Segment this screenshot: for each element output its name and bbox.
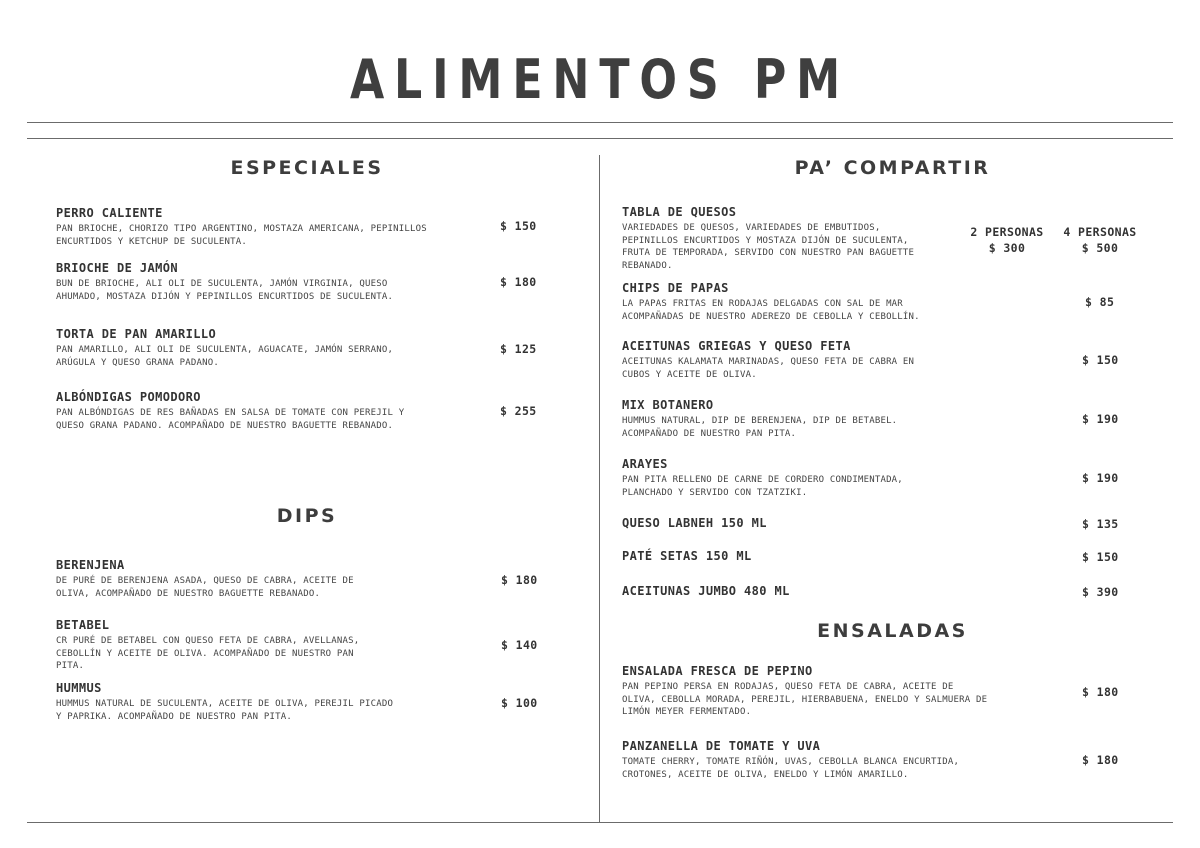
menu-item bbox=[622, 205, 940, 273]
item-price: $ 180 bbox=[501, 573, 538, 587]
item-price: $ 150 bbox=[1082, 550, 1119, 564]
item-name: PANZANELLA DE TOMATE Y UVA bbox=[622, 739, 821, 753]
item-description: PAN AMARILLO, ALI OLI DE SUCULENTA, AGUACATE, JAMÓN SERRANO, ARÚGULA Y QUESO GRANA PADANO. bbox=[56, 345, 394, 368]
item-price: $ 180 bbox=[500, 275, 537, 289]
item-name: MIX BOTANERO bbox=[622, 398, 714, 412]
item-price: $ 125 bbox=[500, 342, 537, 356]
section-title-compartir: PA’ COMPARTIR bbox=[794, 157, 991, 179]
item-name: PERRO CALIENTE bbox=[56, 206, 163, 220]
menu-item bbox=[622, 339, 942, 381]
menu-item bbox=[56, 390, 436, 432]
item-name: ACEITUNAS JUMBO 480 ML bbox=[622, 584, 790, 598]
menu-item bbox=[622, 739, 992, 781]
item-description: TOMATE CHERRY, TOMATE RIÑÓN, UVAS, CEBOLLA BLANCA ENCURTIDA, CROTONES, ACEITE DE OLIVA, ENELDO Y LIMÓN AMARILLO. bbox=[622, 757, 960, 780]
menu-item bbox=[56, 558, 376, 600]
item-description: DE PURÉ DE BERENJENA ASADA, QUESO DE CABRA, ACEITE DE OLIVA, ACOMPAÑADO DE NUESTRO BAGUETTE REBANADO. bbox=[56, 576, 354, 599]
item-name: TORTA DE PAN AMARILLO bbox=[56, 327, 217, 341]
item-description: BUN DE BRIOCHE, ALI OLI DE SUCULENTA, JAMÓN VIRGINIA, QUESO AHUMADO, MOSTAZA DIJÓN Y PEPINILLOS ENCURTIDOS DE SUCULENTA. bbox=[56, 279, 394, 302]
item-price: $ 390 bbox=[1082, 585, 1119, 599]
menu-item bbox=[622, 457, 942, 499]
item-price: $ 150 bbox=[500, 219, 537, 233]
item-description: ACEITUNAS KALAMATA MARINADAS, QUESO FETA DE CABRA EN CUBOS Y ACEITE DE OLIVA. bbox=[622, 357, 915, 380]
menu-item bbox=[56, 618, 386, 673]
item-price: $ 300 bbox=[988, 241, 1026, 255]
item-description: CR PURÉ DE BETABEL CON QUESO FETA DE CABRA, AVELLANAS, CEBOLLÍN Y ACEITE DE OLIVA. ACOMPAÑADO DE NUESTRO PAN PITA. bbox=[56, 636, 360, 672]
item-name: BETABEL bbox=[56, 618, 110, 632]
header-divider-top bbox=[27, 122, 1173, 123]
column-divider bbox=[599, 155, 600, 822]
menu-title: ALIMENTOS PM bbox=[349, 48, 851, 111]
menu-item bbox=[622, 549, 942, 564]
item-description: LA PAPAS FRITAS EN RODAJAS DELGADAS CON SAL DE MAR ACOMPAÑADAS DE NUESTRO ADEREZO DE CEBOLLA Y CEBOLLÍN. bbox=[622, 299, 920, 322]
item-name: BRIOCHE DE JAMÓN bbox=[56, 261, 178, 275]
item-name: CHIPS DE PAPAS bbox=[622, 281, 729, 295]
section-title-dips: DIPS bbox=[276, 505, 338, 527]
item-name: BERENJENA bbox=[56, 558, 125, 572]
menu-item bbox=[56, 681, 401, 723]
item-name: HUMMUS bbox=[56, 681, 102, 695]
item-name: ACEITUNAS GRIEGAS Y QUESO FETA bbox=[622, 339, 851, 353]
item-description: PAN PITA RELLENO DE CARNE DE CORDERO CONDIMENTADA, PLANCHADO Y SERVIDO CON TZATZIKI. bbox=[622, 475, 903, 498]
menu-item bbox=[56, 261, 426, 303]
menu-item bbox=[622, 516, 942, 531]
item-price: $ 190 bbox=[1082, 412, 1119, 426]
price-label-4-personas: 4 PERSONAS bbox=[1063, 225, 1137, 239]
menu-item bbox=[622, 584, 942, 599]
item-price: $ 190 bbox=[1082, 471, 1119, 485]
item-price: $ 140 bbox=[501, 638, 538, 652]
item-price: $ 255 bbox=[500, 404, 537, 418]
item-price: $ 100 bbox=[501, 696, 538, 710]
footer-divider bbox=[27, 822, 1173, 823]
item-description: HUMMUS NATURAL DE SUCULENTA, ACEITE DE OLIVA, PEREJIL PICADO Y PAPRIKA. ACOMPAÑADO DE NUESTRO PAN PITA. bbox=[56, 699, 394, 722]
item-name: TABLA DE QUESOS bbox=[622, 205, 737, 219]
item-name: QUESO LABNEH 150 ML bbox=[622, 516, 767, 530]
item-price: $ 135 bbox=[1082, 517, 1119, 531]
price-label-2-personas: 2 PERSONAS bbox=[970, 225, 1044, 239]
section-title-ensaladas: ENSALADAS bbox=[817, 620, 968, 642]
item-price: $ 500 bbox=[1081, 241, 1119, 255]
item-name: ARAYES bbox=[622, 457, 668, 471]
item-price: $ 85 bbox=[1085, 295, 1115, 309]
item-price: $ 150 bbox=[1082, 353, 1119, 367]
section-title-especiales: ESPECIALES bbox=[230, 157, 384, 179]
menu-item bbox=[622, 398, 942, 440]
item-name: ALBÓNDIGAS POMODORO bbox=[56, 390, 201, 404]
menu-item bbox=[56, 206, 456, 248]
item-description: HUMMUS NATURAL, DIP DE BERENJENA, DIP DE BETABEL. ACOMPAÑADO DE NUESTRO PAN PITA. bbox=[622, 416, 898, 439]
menu-item bbox=[56, 327, 426, 369]
item-price: $ 180 bbox=[1082, 685, 1119, 699]
item-name: ENSALADA FRESCA DE PEPINO bbox=[622, 664, 813, 678]
menu-item bbox=[622, 664, 990, 719]
item-name: PATÉ SETAS 150 ML bbox=[622, 549, 752, 563]
item-price: $ 180 bbox=[1082, 753, 1119, 767]
item-description: PAN BRIOCHE, CHORIZO TIPO ARGENTINO, MOSTAZA AMERICANA, PEPINILLOS ENCURTIDOS Y KETCHUP DE SUCULENTA. bbox=[56, 224, 427, 247]
item-description: PAN PEPINO PERSA EN RODAJAS, QUESO FETA DE CABRA, ACEITE DE OLIVA, CEBOLLA MORADA, PEREJIL, HIERBABUENA, ENELDO Y SALMUERA DE LIMÓN MEYER FERMENTADO. bbox=[622, 682, 988, 718]
item-description: PAN ALBÓNDIGAS DE RES BAÑADAS EN SALSA DE TOMATE CON PEREJIL Y QUESO GRANA PADANO. ACOMPAÑADO DE NUESTRO BAGUETTE REBANADO. bbox=[56, 408, 405, 431]
header-divider-bottom bbox=[27, 138, 1173, 139]
item-description: VARIEDADES DE QUESOS, VARIEDADES DE EMBUTIDOS, PEPINILLOS ENCURTIDOS Y MOSTAZA DIJÓN DE SUCULENTA, FRUTA DE TEMPORADA, SERVIDO CON NUESTRO PAN BAGUETTE REBANADO. bbox=[622, 223, 915, 272]
menu-item bbox=[622, 281, 942, 323]
